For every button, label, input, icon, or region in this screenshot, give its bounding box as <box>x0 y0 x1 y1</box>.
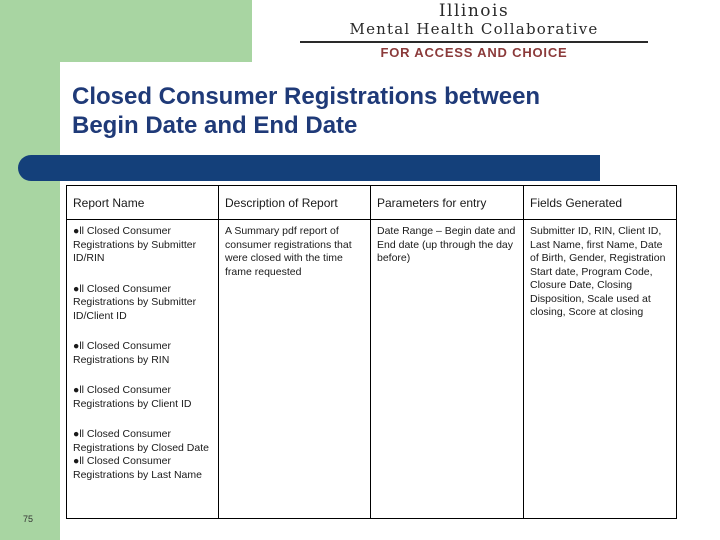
header-parameters: Parameters for entry <box>371 186 524 220</box>
logo-state-name: Illinois <box>438 1 510 21</box>
report-table <box>66 185 677 519</box>
left-green-band <box>0 0 60 540</box>
header-fields: Fields Generated <box>524 186 677 220</box>
header-description: Description of Report <box>219 186 371 220</box>
page-title-line-2: Begin Date and End Date <box>72 112 358 139</box>
page-title <box>72 82 672 140</box>
fields-cell: Submitter ID, RIN, Client ID, Last Name, first Name, Date of Birth, Gender, Registration Start date, Program Code, Closure Date, Closing Disposition, Scale used at closing, Score at closing <box>524 220 677 519</box>
page-number: 75 <box>23 514 34 524</box>
report-names-cell <box>67 220 219 519</box>
report-name-item: ●ll Closed Consumer Registrations by Last Name <box>73 455 202 481</box>
table-header-row <box>67 186 677 220</box>
logo-divider <box>300 41 648 43</box>
table-row <box>67 220 677 519</box>
organization-logo <box>296 2 652 64</box>
report-name-item: ●ll Closed Consumer Registrations by Submitter ID/Client ID <box>73 282 197 322</box>
logo-organization-name: Mental Health Collaborative <box>349 20 599 38</box>
report-name-item: ●ll Closed Consumer Registrations by Submitter ID/RIN <box>73 225 197 264</box>
report-name-item: ●ll Closed Consumer Registrations by RIN <box>73 340 171 366</box>
report-name-item: ●ll Closed Consumer Registrations by Closed Date <box>73 428 209 454</box>
page-title-line-1: Closed Consumer Registrations between <box>72 83 541 110</box>
logo-tagline: FOR ACCESS AND CHOICE <box>380 45 568 60</box>
header-report-name: Report Name <box>67 186 219 220</box>
description-cell: A Summary pdf report of consumer registrations that were closed with the time frame requested <box>219 220 371 519</box>
top-green-band <box>60 0 252 62</box>
report-name-item: ●ll Closed Consumer Registrations by Client ID <box>73 384 192 410</box>
title-divider-bar <box>18 155 600 181</box>
parameters-cell: Date Range – Begin date and End date (up through the day before) <box>371 220 524 519</box>
